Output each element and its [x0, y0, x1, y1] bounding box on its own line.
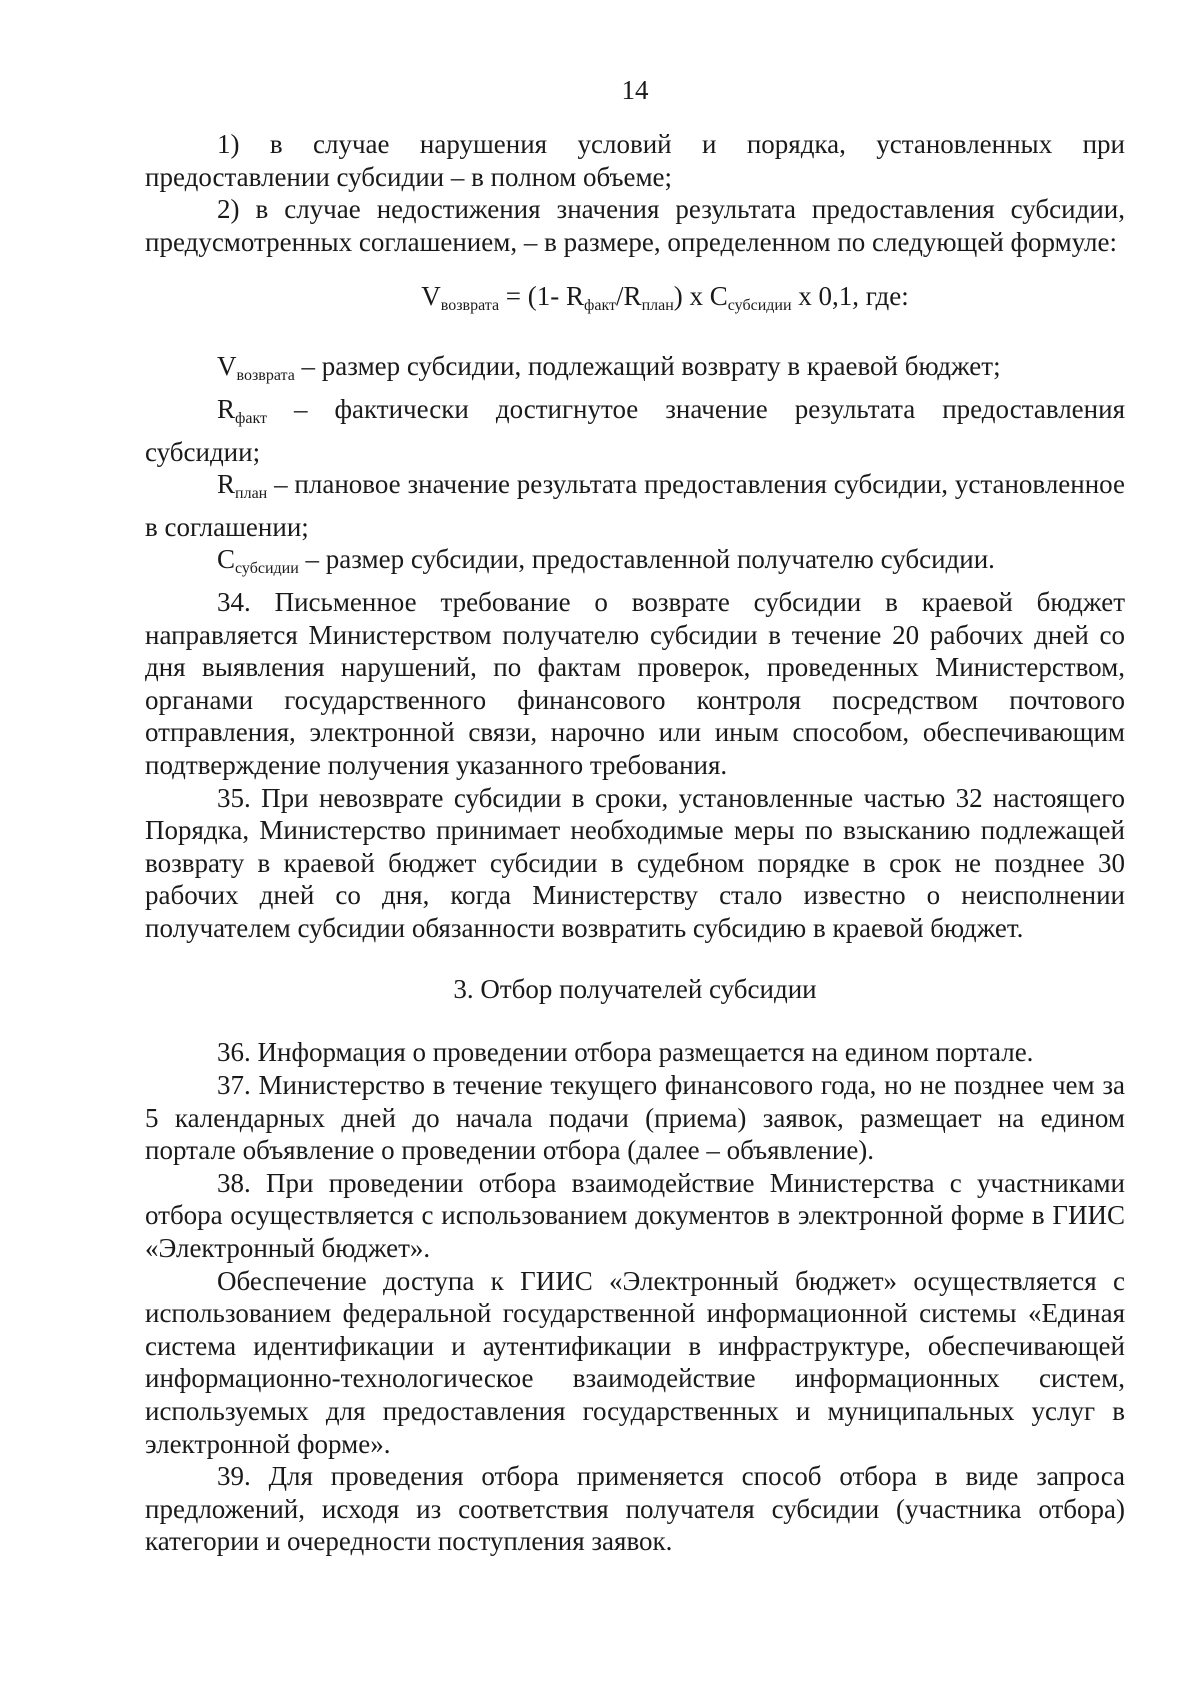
definition-c: [145, 543, 1125, 586]
definition-r-plan: [145, 468, 1125, 543]
formula-r-plan-subscript: план: [641, 297, 674, 315]
paragraph-35: 35. При невозврате субсидии в сроки, установленные частью 32 настоящего Порядка, Министерство принимает необходимые меры по взысканию подлежащей возврату в краевой бюджет субсидии в судебном порядке в срок не позднее 30 рабочих дней со дня, когда Министерству стало известно о неисполнении получателем субсидии обязанности возвратить субсидию в краевой бюджет.: [145, 782, 1125, 943]
formula-c-subscript: субсидии: [727, 297, 792, 315]
definition-r-plan-symbol: R: [217, 469, 236, 500]
section-heading: 3. Отбор получателей субсидии: [453, 974, 817, 1005]
document-page: [145, 70, 1125, 1558]
formula-v-subscript: возврата: [440, 297, 500, 315]
paragraph-38: 38. При проведении отбора взаимодействие Министерства с участниками отбора осуществляется с использованием документов в электронной форме в ГИИС «Электронный бюджет».: [145, 1167, 1125, 1264]
definition-c-text: – размер субсидии, предоставленной получателю субсидии.: [298, 544, 995, 575]
definition-c-symbol: C: [217, 544, 236, 575]
definition-r-fact-text: – фактически достигнутое значение результата предоставления субсидии;: [145, 393, 1125, 467]
definition-r-fact: [145, 393, 1125, 468]
paragraph-case-2: 2) в случае недостижения значения результата предоставления субсидии, предусмотренных соглашением, – в размере, определенном по следующей формуле:: [145, 194, 1125, 257]
paragraph-36: 36. Информация о проведении отбора размещается на едином портале.: [217, 1037, 1034, 1068]
definition-v: [145, 350, 1125, 393]
definition-r-plan-subscript: план: [235, 485, 268, 503]
page-number: 14: [621, 75, 649, 105]
paragraph-34: 34. Письменное требование о возврате субсидии в краевой бюджет направляется Министерством получателю субсидии в течение 20 рабочих дней со дня выявления нарушений, по фактам проверок, проведенных Министерством, органами государственного финансового контроля посредством почтового отправления, электронной связи, нарочно или иным способом, обеспечивающим подтверждение получения указанного требования.: [145, 586, 1125, 780]
formula-eq-open: = (1- R: [499, 281, 585, 312]
paragraph-38-access: Обеспечение доступа к ГИИС «Электронный бюджет» осуществляется с использованием федеральной государственной информационной системы «Единая система идентификации и аутентификации в инфраструктуре, обеспечивающей информационно-технологическое взаимодействие информационных систем, используемых для предоставления государственных и муниципальных услуг в электронной форме».: [145, 1265, 1125, 1459]
refund-formula: [145, 280, 1125, 322]
definition-v-text: – размер субсидии, подлежащий возврату в краевой бюджет;: [294, 351, 1001, 382]
formula-close-x-c: ) x C: [673, 281, 728, 312]
paragraph-case-1: 1) в случае нарушения условий и порядка, установленных при предоставлении субсидии – в полном объеме;: [145, 129, 1125, 192]
paragraph-37: 37. Министерство в течение текущего финансового года, но не позднее чем за 5 календарных дней до начала подачи (приема) заявок, размещает на едином портале объявление о проведении отбора (далее – объявление).: [145, 1070, 1125, 1166]
definition-r-plan-text: – плановое значение результата предоставления субсидии, установленное в соглашении;: [145, 469, 1125, 542]
definition-r-fact-symbol: R: [217, 393, 236, 424]
formula-tail: x 0,1, где:: [791, 281, 909, 312]
formula-v: V: [421, 281, 441, 312]
definition-v-symbol: V: [217, 351, 237, 382]
formula-r-fact-subscript: факт: [584, 297, 617, 315]
formula-slash-r: /R: [616, 281, 642, 312]
definition-v-subscript: возврата: [236, 367, 295, 385]
definition-c-subscript: субсидии: [235, 560, 299, 578]
paragraph-39: 39. Для проведения отбора применяется способ отбора в виде запроса предложений, исходя из соответствия получателя субсидии (участника отбора) категории и очередности поступления заявок.: [145, 1461, 1125, 1557]
definition-r-fact-subscript: факт: [235, 409, 268, 427]
